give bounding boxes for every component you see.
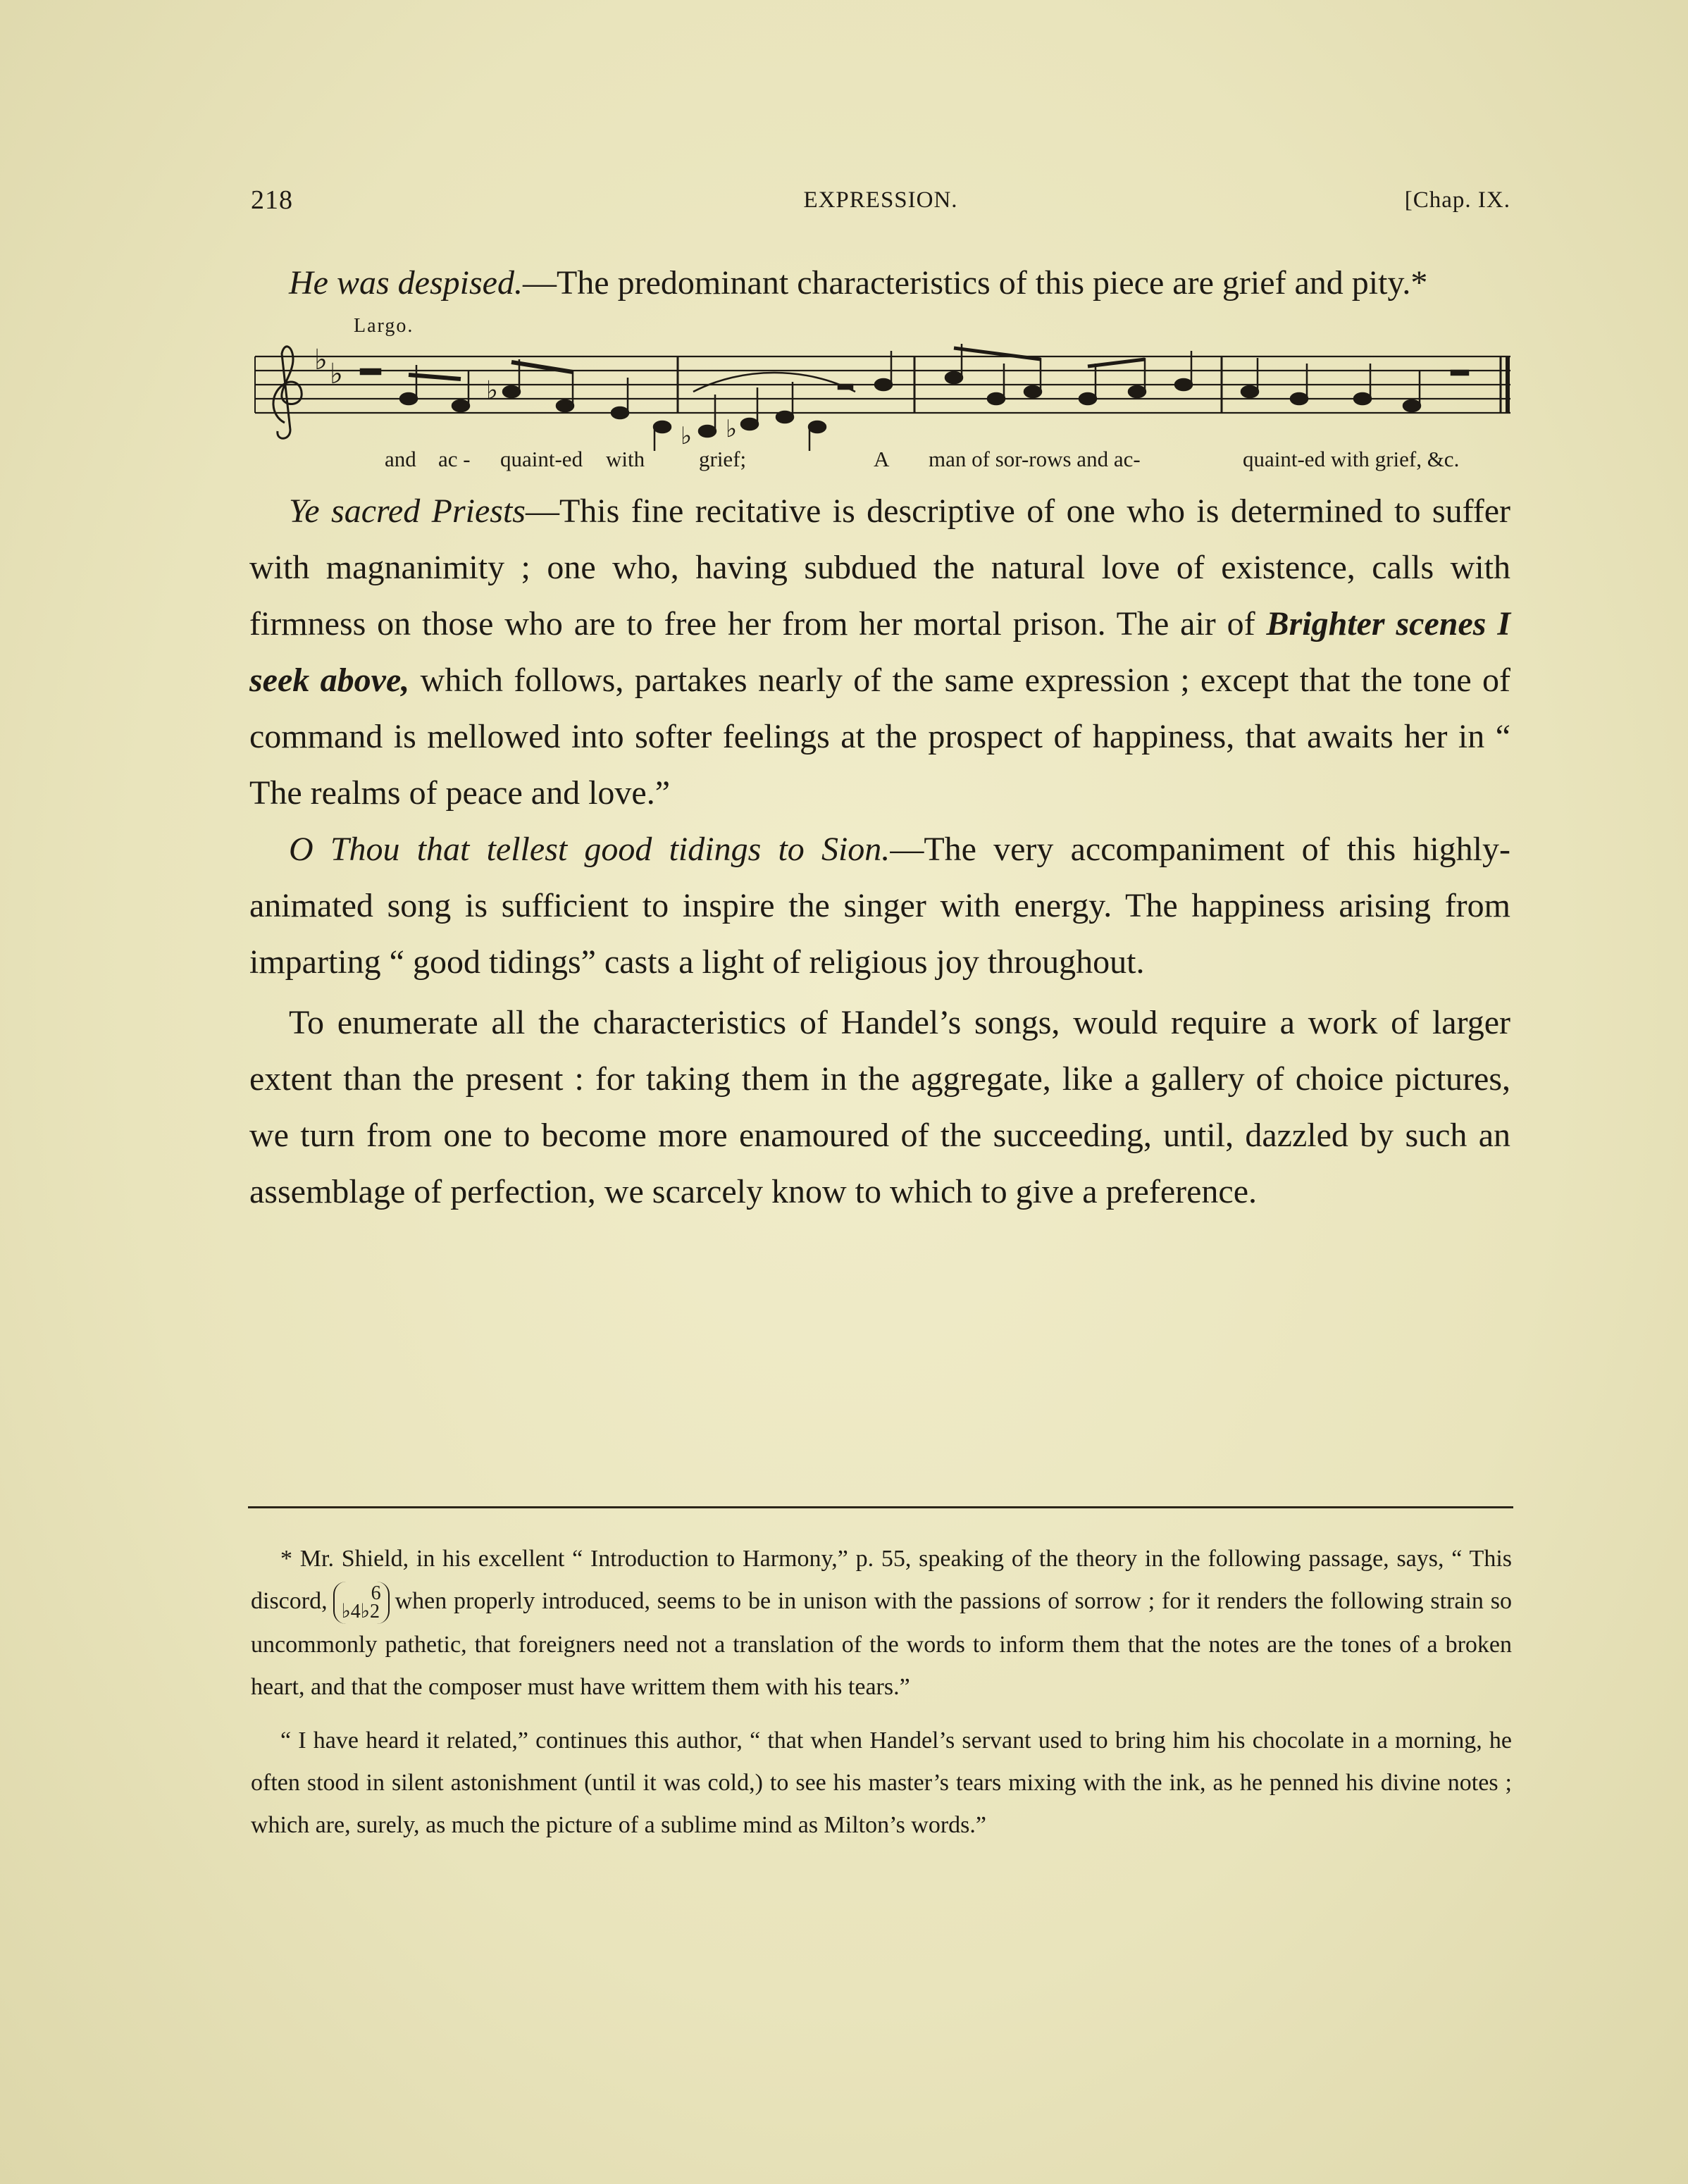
paragraph-handel-songs: To enumerate all the characteristics of Handel’s songs, would require a work of larger extent than the present : for taking them in the aggregate, like a gallery of choice pictures, we turn from one to become more enamoured of the succeeding, until, dazzled by such an assemblage of perfection, we scarcely know to which to give a preference.: [249, 1004, 1510, 1210]
lyric-syllable: A: [874, 447, 890, 471]
paragraph-sacred-priests: [249, 483, 1510, 821]
paragraph-text: —This fine recitative is descriptive of one who is determined to suffer with magnanimity ; one who, having subdued the natural love of existence, calls with firmness on those who are to free her from her mortal prison. The air of: [249, 492, 1510, 643]
paragraph-text: which follows, partakes nearly of the same expression ; except that the tone of command is mellowed into softer feelings at the prospect of happiness, that awaits her in “ The realms of peace and love.”: [249, 662, 1511, 812]
footnote-text: * Mr. Shield, in his excellent “ Introduction to Harmony,” p. 55, speaking of the theory in the following passage, says, “ This discord,: [251, 1546, 1512, 1614]
song-title: Brighter scenes I seek above,: [249, 605, 1511, 699]
paragraph-good-tidings: [249, 821, 1510, 991]
lyric-syllable: and: [385, 447, 416, 471]
svg-text:♭: ♭: [486, 376, 498, 404]
song-title: O Thou that tellest good tidings to Sion.: [289, 831, 890, 868]
paragraph-he-was-despised: [249, 255, 1510, 311]
tempo-marking: Largo.: [354, 315, 414, 337]
lyric-syllable: grief;: [699, 447, 747, 471]
svg-text:♭: ♭: [330, 358, 343, 390]
figured-bass-chord: [333, 1582, 390, 1624]
lyric-syllable: with: [606, 447, 645, 471]
lyric-syllable: quaint-ed with grief, &c.: [1243, 447, 1460, 471]
svg-text:♭: ♭: [681, 423, 693, 449]
song-title: He was despised.: [289, 264, 523, 302]
lyric-syllable: quaint-ed: [500, 447, 583, 471]
chapter-label: [Chap. IX.: [1404, 187, 1510, 213]
page-header: [248, 185, 1513, 220]
music-example: [249, 313, 1510, 476]
footnote-text: when properly introduced, seems to be in unison with the passions of sorrow ; for it renders the following strain so uncommonly pathetic, that foreigners need not a translation of the words to inform them that the notes are the tones of a broken heart, and that the composer must have writtem them with his tears.”: [251, 1588, 1512, 1701]
chord-top: 6: [371, 1582, 381, 1605]
svg-text:♭: ♭: [726, 416, 738, 442]
paragraph-text: —The very accompaniment of this highly-animated song is sufficient to inspire the singer with energy. The happiness arising from imparting “ good tidings” casts a light of religious joy throughout.: [249, 831, 1510, 981]
footnote-2: “ I have heard it related,” continues this author, “ that when Handel’s servant used to bring him his chocolate in a morning, he often stood in silent astonishment (until it was cold,) to see his master’s tears mixing with the ink, as he penned his divine notes ; which are, surely, as much the picture of a sublime mind as Milton’s words.”: [251, 1727, 1512, 1839]
paragraph-text: —The predominant characteristics of this piece are grief and pity.*: [522, 264, 1428, 302]
main-text: [249, 255, 1510, 1220]
chord-bottom: ♭4♭2: [341, 1601, 380, 1623]
footnotes: [251, 1538, 1512, 1847]
footnote-1: [251, 1538, 1512, 1708]
lyric-syllable: ac -: [438, 447, 471, 471]
page-number: 218: [251, 185, 293, 215]
lyric-syllable: man of sor-rows and ac-: [929, 447, 1141, 471]
svg-text:♭: ♭: [314, 344, 328, 376]
music-staff: [249, 338, 1510, 451]
running-title: EXPRESSION.: [803, 187, 958, 213]
footnote-rule: [248, 1506, 1513, 1508]
song-title: Ye sacred Priests: [289, 492, 526, 530]
